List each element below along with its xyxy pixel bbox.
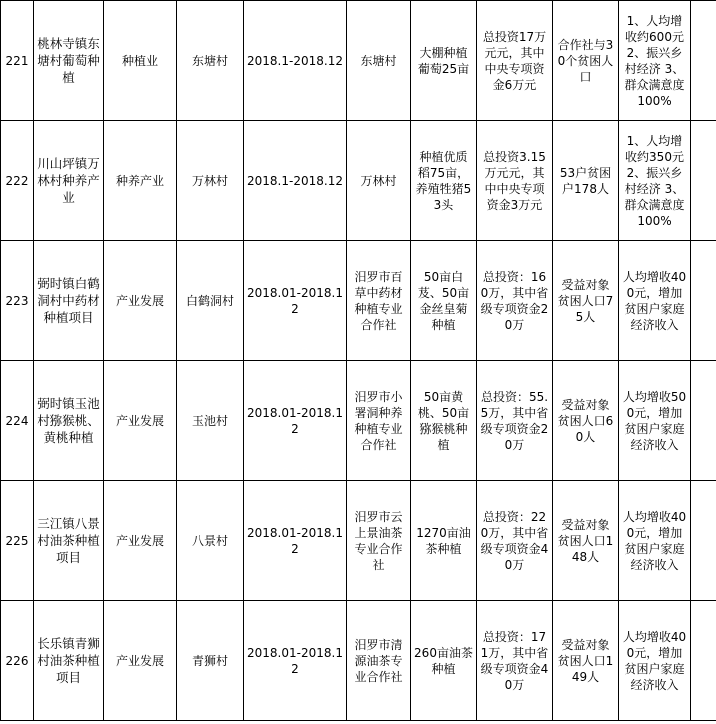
project-type-cell[interactable]: 种养产业 bbox=[104, 121, 177, 241]
beneficiary-cell[interactable]: 受益对象贫困人口148人 bbox=[553, 481, 619, 601]
implementing-unit-cell[interactable]: 汨罗市云上景油茶专业合作社 bbox=[347, 481, 411, 601]
beneficiary-cell[interactable]: 受益对象贫困人口60人 bbox=[553, 361, 619, 481]
construction-content-cell[interactable]: 50亩黄桃、50亩猕猴桃种植 bbox=[411, 361, 477, 481]
project-name-cell[interactable]: 长乐镇青狮村油茶种植项目 bbox=[34, 601, 104, 721]
project-name-cell[interactable]: 弼时镇白鹤洞村中药材种植项目 bbox=[34, 241, 104, 361]
construction-content-cell[interactable]: 种植优质稻75亩，养殖牲猪53头 bbox=[411, 121, 477, 241]
empty-cell[interactable] bbox=[691, 601, 716, 721]
implementing-unit-cell[interactable]: 汨罗市小署洞种养种植专业合作社 bbox=[347, 361, 411, 481]
row-number-cell[interactable]: 221 bbox=[1, 1, 34, 121]
table-row bbox=[1, 481, 716, 601]
row-number-cell[interactable]: 224 bbox=[1, 361, 34, 481]
table-row bbox=[1, 241, 716, 361]
row-number-cell[interactable]: 222 bbox=[1, 121, 34, 241]
table-row bbox=[1, 121, 716, 241]
benefit-cell[interactable]: 人均增收500元，增加贫困户家庭经济收入 bbox=[619, 361, 691, 481]
period-cell[interactable]: 2018.01-2018.12 bbox=[244, 601, 347, 721]
benefit-cell[interactable]: 人均增收400元，增加贫困户家庭经济收入 bbox=[619, 241, 691, 361]
project-type-cell[interactable]: 产业发展 bbox=[104, 241, 177, 361]
village-cell[interactable]: 万林村 bbox=[177, 121, 244, 241]
empty-cell[interactable] bbox=[691, 1, 716, 121]
period-cell[interactable]: 2018.01-2018.12 bbox=[244, 361, 347, 481]
table-row bbox=[1, 361, 716, 481]
funds-cell[interactable]: 总投资17万元元，其中中央专项资金6万元 bbox=[477, 1, 553, 121]
project-name-cell[interactable]: 川山坪镇万林村种养产业 bbox=[34, 121, 104, 241]
beneficiary-cell[interactable]: 受益对象贫困人口149人 bbox=[553, 601, 619, 721]
project-type-cell[interactable]: 产业发展 bbox=[104, 601, 177, 721]
implementing-unit-cell[interactable]: 汨罗市百草中药材种植专业合作社 bbox=[347, 241, 411, 361]
village-cell[interactable]: 八景村 bbox=[177, 481, 244, 601]
village-cell[interactable]: 青狮村 bbox=[177, 601, 244, 721]
row-number-cell[interactable]: 225 bbox=[1, 481, 34, 601]
beneficiary-cell[interactable]: 53户贫困户178人 bbox=[553, 121, 619, 241]
table-row bbox=[1, 1, 716, 121]
row-number-cell[interactable]: 223 bbox=[1, 241, 34, 361]
implementing-unit-cell[interactable]: 汨罗市清源油茶专业合作社 bbox=[347, 601, 411, 721]
project-type-cell[interactable]: 产业发展 bbox=[104, 361, 177, 481]
project-type-cell[interactable]: 产业发展 bbox=[104, 481, 177, 601]
empty-cell[interactable] bbox=[691, 241, 716, 361]
village-cell[interactable]: 白鹤洞村 bbox=[177, 241, 244, 361]
implementing-unit-cell[interactable]: 万林村 bbox=[347, 121, 411, 241]
beneficiary-cell[interactable]: 受益对象贫困人口75人 bbox=[553, 241, 619, 361]
beneficiary-cell[interactable]: 合作社与30个贫困人口 bbox=[553, 1, 619, 121]
row-number-cell[interactable]: 226 bbox=[1, 601, 34, 721]
period-cell[interactable]: 2018.1-2018.12 bbox=[244, 121, 347, 241]
period-cell[interactable]: 2018.01-2018.12 bbox=[244, 481, 347, 601]
period-cell[interactable]: 2018.1-2018.12 bbox=[244, 1, 347, 121]
funds-cell[interactable]: 总投资：160万，其中省级专项资金20万 bbox=[477, 241, 553, 361]
funds-cell[interactable]: 总投资：55.5万，其中省级专项资金20万 bbox=[477, 361, 553, 481]
benefit-cell[interactable]: 1、人均增收约350元 2、振兴乡村经济 3、群众满意度100% bbox=[619, 121, 691, 241]
village-cell[interactable]: 玉池村 bbox=[177, 361, 244, 481]
village-cell[interactable]: 东塘村 bbox=[177, 1, 244, 121]
empty-cell[interactable] bbox=[691, 361, 716, 481]
funds-cell[interactable]: 总投资：171万，其中省级专项资金40万 bbox=[477, 601, 553, 721]
table-row bbox=[1, 601, 716, 721]
project-name-cell[interactable]: 弼时镇玉池村猕猴桃、黄桃种植 bbox=[34, 361, 104, 481]
project-name-cell[interactable]: 桃林寺镇东塘村葡萄种植 bbox=[34, 1, 104, 121]
construction-content-cell[interactable]: 50亩白芨、50亩金丝皇菊种植 bbox=[411, 241, 477, 361]
funds-cell[interactable]: 总投资：220万，其中省级专项资金40万 bbox=[477, 481, 553, 601]
empty-cell[interactable] bbox=[691, 121, 716, 241]
implementing-unit-cell[interactable]: 东塘村 bbox=[347, 1, 411, 121]
benefit-cell[interactable]: 人均增收400元，增加贫困户家庭经济收入 bbox=[619, 601, 691, 721]
empty-cell[interactable] bbox=[691, 481, 716, 601]
table-body bbox=[1, 1, 716, 721]
project-name-cell[interactable]: 三江镇八景村油茶种植项目 bbox=[34, 481, 104, 601]
period-cell[interactable]: 2018.01-2018.12 bbox=[244, 241, 347, 361]
benefit-cell[interactable]: 1、人均增收约600元 2、振兴乡村经济 3、群众满意度100% bbox=[619, 1, 691, 121]
benefit-cell[interactable]: 人均增收400元，增加贫困户家庭经济收入 bbox=[619, 481, 691, 601]
construction-content-cell[interactable]: 260亩油茶种植 bbox=[411, 601, 477, 721]
funds-cell[interactable]: 总投资3.15万元元，其中中央专项资金3万元 bbox=[477, 121, 553, 241]
project-type-cell[interactable]: 种植业 bbox=[104, 1, 177, 121]
construction-content-cell[interactable]: 1270亩油茶种植 bbox=[411, 481, 477, 601]
construction-content-cell[interactable]: 大棚种植葡萄25亩 bbox=[411, 1, 477, 121]
